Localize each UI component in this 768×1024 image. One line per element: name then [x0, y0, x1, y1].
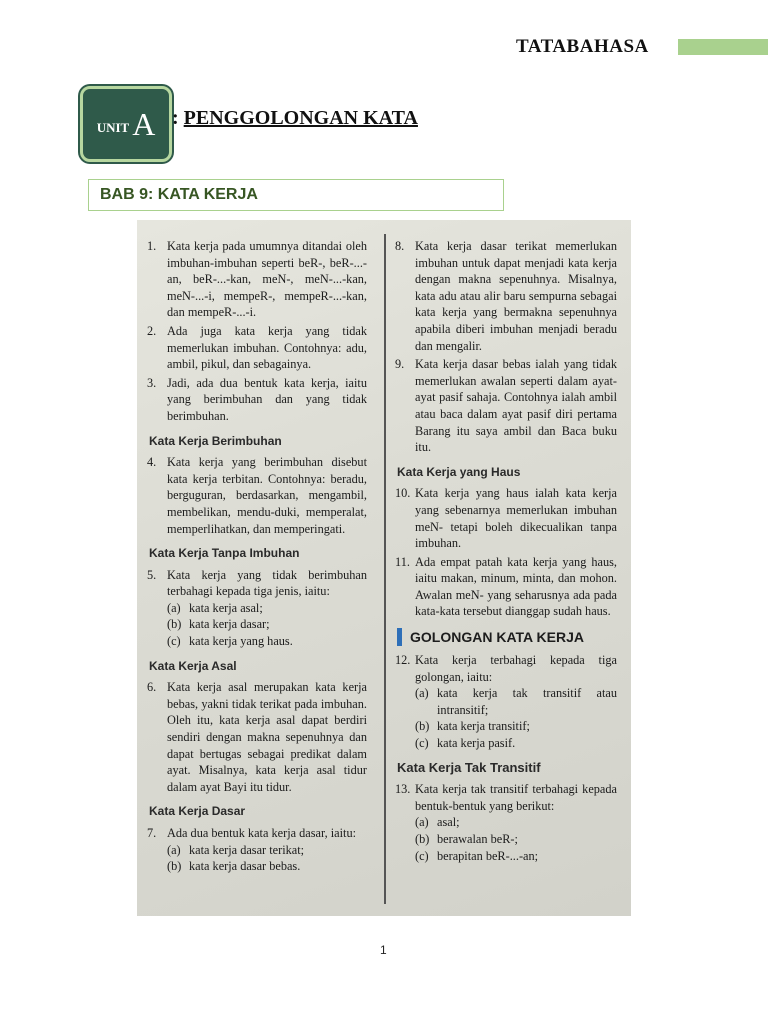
section-heading: Kata Kerja Asal [149, 658, 237, 673]
list-item: 6. Kata kerja asal merupakan kata kerja bebas, yakni tidak terikat pada imbuhan. Oleh itu, kata kerja asal dapat berdiri sendiri dengan makna sepenuhnya dan dapat bertugas sebagai predikat dalam ayat. Misalnya, kata kerja asal tidur dalam ayat Bayi itu tidur. [147, 680, 367, 794]
sub-item: (b) kata kerja dasar; [167, 617, 270, 632]
sub-item: (b) berawalan beR-; [415, 832, 518, 846]
list-item: 1. Kata kerja pada umumnya ditandai oleh imbuhan-imbuhan seperti beR-, beR-...-an, beR-...-kan, meN-, meN-...-kan, meN-...-i, mempeR-, mempeR-...-kan, dan mempeR-...-i. [147, 239, 367, 320]
golongan-heading-text: GOLONGAN KATA KERJA [410, 628, 584, 645]
list-item: 12. Kata kerja terbahagi kepada tiga golongan, iaitu: (a) kata kerja tak transitif atau intransitif; (b) kata kerja transitif; (c) kata kerja pasif. [395, 653, 617, 751]
sub-item: (c) kata kerja yang haus. [167, 634, 293, 649]
section-heading: Kata Kerja Tak Transitif [397, 759, 541, 775]
section-heading: Kata Kerja yang Haus [397, 464, 521, 479]
sub-item: (a) asal; [415, 815, 460, 830]
sub-item: (a) kata kerja dasar terikat; [167, 842, 305, 857]
list-item: 7. Ada dua bentuk kata kerja dasar, iaitu: (a) kata kerja dasar terikat; (b) kata kerja dasar bebas. [147, 825, 367, 875]
list-item: 8. Kata kerja dasar terikat memerlukan imbuhan untuk dapat menjadi kata kerja dengan makna sepenuhnya. Misalnya, kata adu atau alir baru sempurna sebagai kata kerja yang bermakna sepenuhnya apabila diberi imbuhan menjadi beradu dan mengalir. [395, 239, 617, 353]
unit-word: UNIT [96, 120, 130, 135]
page-number: 1 [380, 943, 387, 957]
textbook-page-photo [137, 220, 631, 916]
header-accent-bar [678, 39, 768, 55]
unit-badge [80, 86, 172, 162]
list-item: 2. Ada juga kata kerja yang tidak memerlukan imbuhan. Contohnya: adu, ambil, pikul, dan sebagainya. [147, 323, 367, 372]
sub-item: (b) kata kerja transitif; [415, 719, 530, 734]
section-heading: Kata Kerja Dasar [149, 804, 246, 819]
sub-item: (a) kata kerja tak transitif atau intransitif; [415, 686, 617, 717]
section-heading: Kata Kerja Berimbuhan [149, 433, 282, 448]
left-column [147, 238, 367, 877]
unit-title [172, 107, 418, 130]
list-item: 4. Kata kerja yang berimbuhan disebut kata kerja terbitan. Contohnya: beradu, berguguran, berdasarkan, mengambil, membelikan, mendu-duki, memperalat, memperlihatkan, dan memperingati. [147, 455, 367, 536]
list-item: 11. Ada empat patah kata kerja yang haus, iaitu makan, minum, minta, dan mohon. Awalan meN- yang seharusnya ada pada kata-kata tersebut dianggap sudah haus. [395, 554, 617, 619]
list-item: 10. Kata kerja yang haus ialah kata kerja yang sebenarnya memerlukan imbuhan meN- tetapi boleh dikecualikan tanpa imbuhan. [395, 486, 617, 551]
unit-letter: A [132, 105, 156, 142]
heading-accent-bar [397, 628, 402, 646]
right-column [395, 238, 617, 866]
list-item: 3. Jadi, ada dua bentuk kata kerja, iaitu yang berimbuhan dan yang tidak berimbuhan. [147, 375, 367, 423]
section-heading: Kata Kerja Tanpa Imbuhan [149, 546, 300, 561]
sub-item: (c) kata kerja pasif. [415, 736, 516, 751]
sub-item: (c) berapitan beR-...-an; [415, 848, 539, 863]
sub-item: (a) kata kerja asal; [167, 600, 263, 615]
header-title: TATABAHASA [516, 36, 649, 57]
unit-title-text: PENGGOLONGAN KATA [183, 107, 418, 129]
list-item: 5. Kata kerja yang tidak berimbuhan terbahagi kepada tiga jenis, iaitu: (a) kata kerja asal; (b) kata kerja dasar; (c) kata kerja yang haus. [147, 567, 367, 649]
list-item: 9. Kata kerja dasar bebas ialah yang tidak memerlukan awalan seperti dalam ayat-ayat pasif sahaja. Contohnya ialah ambil atau baca dalam ayat pasif diri pertama Barang itu saya ambil dan Baca buku itu. [395, 357, 617, 455]
column-divider [384, 234, 386, 904]
unit-separator: : [172, 107, 179, 129]
sub-item: (b) kata kerja dasar bebas. [167, 859, 301, 874]
list-item: 13. Kata kerja tak transitif terbahagi kepada bentuk-bentuk yang berikut: (a) asal; (b) berawalan beR-; (c) berapitan beR-...-an; [395, 782, 617, 863]
chapter-title: BAB 9: KATA KERJA [88, 179, 504, 211]
golongan-heading [397, 628, 617, 646]
